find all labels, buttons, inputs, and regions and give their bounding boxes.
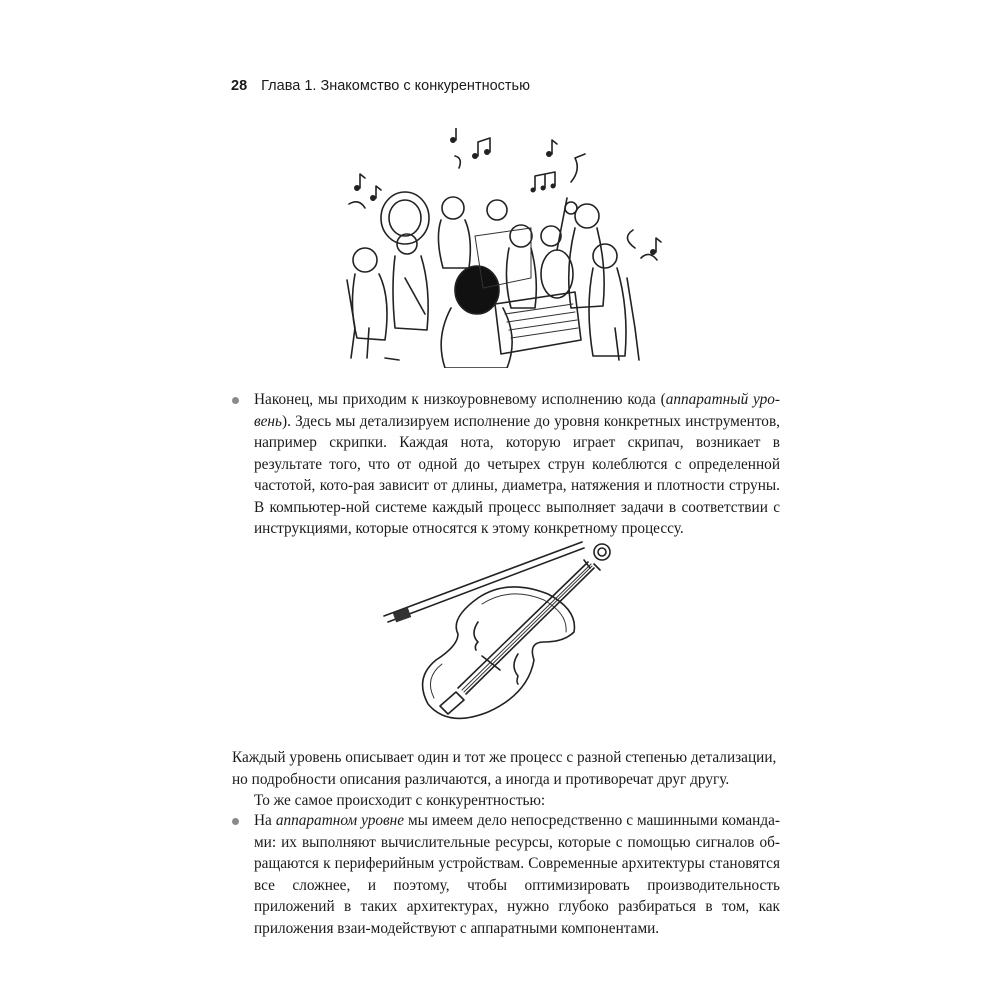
paragraph-text: Каждый уровень описывает один и тот же процесс с разной степенью детализации, но подробности описания различаются, а иногда и противоречат друг другу.	[232, 749, 777, 788]
musicians	[352, 192, 626, 368]
violin-bow	[384, 542, 584, 622]
bullet-text	[254, 810, 780, 939]
paragraph-lead-in: То же самое происходит с конкурентностью:	[254, 792, 546, 809]
text-run: На	[254, 812, 276, 829]
violin-bridge	[440, 656, 500, 714]
violin-illustration	[378, 538, 628, 728]
bullet-icon	[232, 818, 239, 825]
bullet-icon	[232, 397, 239, 404]
orchestra-illustration	[335, 128, 665, 368]
bullet-text	[254, 389, 780, 540]
text-run: ). Здесь мы детализируем исполнение до уровня конкретных инструментов, например скрипки. Каждая нота, которую играет скрипач, возникает в результате того, что от одной до четырех струн колеблются с определенной частотой, кото-рая зависит от длины, диаметра, натяжения и плотности струны. В компьютер-ной системе каждый процесс выполняет задачи в соответствии с инструкциями, которые относятся к этому конкретному процессу.	[254, 412, 780, 537]
page-number: 28	[231, 78, 248, 94]
music-stand	[495, 292, 581, 354]
levels-paragraph	[232, 747, 780, 812]
text-run: мы имеем дело непосредственно с машинными команда-ми: их выполняют вычислительные ресурсы, которые с помощью сигналов об-ращаются к периферийным устройствам. Современные архитектуры становятся все сложнее, и поэтому, чтобы оптимизировать производительность приложений в таких архитектурах, нужно глубоко разбираться в том, как приложения взаи-модействуют с аппаратными компонентами.	[254, 812, 780, 937]
chapter-title: Глава 1. Знакомство с конкурентностью	[261, 78, 530, 94]
emphasis-text: аппаратный уро-вень	[254, 391, 780, 430]
running-header	[231, 78, 530, 94]
violin-body	[423, 587, 575, 719]
text-run: Наконец, мы приходим к низкоуровневому исполнению кода (	[254, 391, 666, 408]
bullet-hardware-level-orchestra	[232, 389, 780, 540]
bullet-hardware-level-concurrency	[232, 810, 780, 939]
emphasis-text: аппаратном уровне	[275, 812, 405, 829]
